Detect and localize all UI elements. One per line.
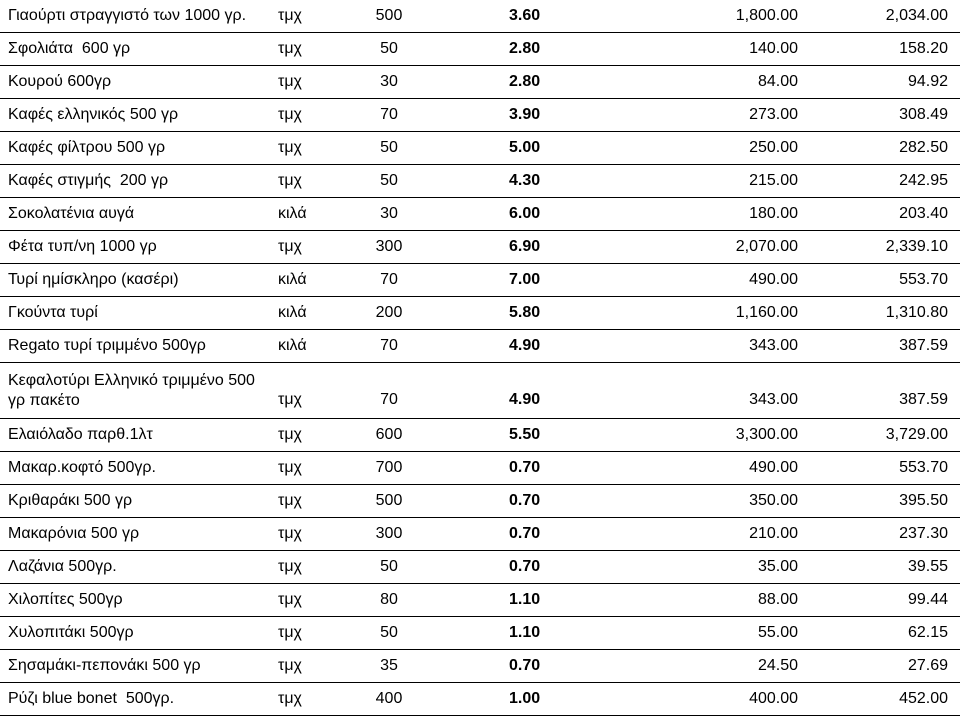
table-row (0, 66, 960, 99)
unit-price-cell: 1.00 (509, 690, 541, 707)
total-cell: 242.95 (899, 172, 948, 189)
unit-cell: τμχ (278, 73, 302, 90)
item-name: Κριθαράκι 500 γρ (8, 492, 133, 509)
unit-cell: κιλά (278, 271, 307, 288)
total-cell: 553.70 (899, 459, 948, 476)
unit-price-cell: 4.90 (509, 337, 541, 354)
unit-price-cell: 0.70 (509, 525, 541, 542)
table-row (0, 419, 960, 452)
unit-cell: τμχ (278, 459, 302, 476)
amount-cell: 88.00 (757, 591, 798, 608)
unit-cell: κιλά (278, 205, 307, 222)
item-name: Regato τυρί τριμμένο 500γρ (8, 337, 206, 354)
total-cell: 94.92 (907, 73, 948, 90)
item-name: Σφολιάτα 600 γρ (8, 40, 131, 57)
table-row (0, 330, 960, 363)
amount-cell: 400.00 (749, 690, 798, 707)
unit-price-cell: 3.90 (509, 106, 541, 123)
amount-cell: 180.00 (749, 205, 798, 222)
unit-cell: τμχ (278, 657, 302, 674)
quantity-cell: 70 (380, 391, 398, 408)
unit-price-cell: 4.90 (509, 391, 541, 408)
unit-cell: τμχ (278, 591, 302, 608)
quantity-cell: 50 (380, 172, 398, 189)
table-row (0, 33, 960, 66)
item-name: Τυρί ημίσκληρο (κασέρι) (8, 271, 179, 288)
table-row (0, 551, 960, 584)
total-cell: 2,339.10 (885, 238, 948, 255)
quantity-cell: 500 (375, 492, 403, 509)
amount-cell: 490.00 (749, 459, 798, 476)
total-cell: 387.59 (899, 337, 948, 354)
table-row (0, 231, 960, 264)
quantity-cell: 500 (375, 7, 403, 24)
unit-cell: τμχ (278, 558, 302, 575)
table-row (0, 297, 960, 330)
item-name: Καφές στιγμής 200 γρ (8, 172, 169, 189)
quantity-cell: 80 (380, 591, 398, 608)
amount-cell: 490.00 (749, 271, 798, 288)
quantity-cell: 50 (380, 139, 398, 156)
total-cell: 158.20 (899, 40, 948, 57)
unit-price-cell: 1.10 (509, 624, 541, 641)
quantity-cell: 30 (380, 73, 398, 90)
table-row (0, 518, 960, 551)
total-cell: 308.49 (899, 106, 948, 123)
table-row (0, 132, 960, 165)
total-cell: 2,034.00 (885, 7, 948, 24)
amount-cell: 84.00 (757, 73, 798, 90)
unit-cell: τμχ (278, 492, 302, 509)
unit-price-cell: 4.30 (509, 172, 541, 189)
item-name: Γιαούρτι στραγγιστό των 1000 γρ. (8, 7, 247, 24)
table-row (0, 617, 960, 650)
quantity-cell: 200 (375, 304, 403, 321)
item-name: Γκούντα τυρί (8, 304, 98, 321)
unit-price-cell: 5.50 (509, 426, 541, 443)
item-name: Χιλοπίτες 500γρ (8, 591, 123, 608)
unit-price-cell: 7.00 (509, 271, 541, 288)
unit-cell: τμχ (278, 40, 302, 57)
unit-cell: τμχ (278, 7, 302, 24)
amount-cell: 250.00 (749, 139, 798, 156)
item-name: Μακαρόνια 500 γρ (8, 525, 140, 542)
total-cell: 452.00 (899, 690, 948, 707)
total-cell: 39.55 (907, 558, 948, 575)
table-row (0, 165, 960, 198)
total-cell: 1,310.80 (885, 304, 948, 321)
unit-price-cell: 6.90 (509, 238, 541, 255)
total-cell: 387.59 (899, 391, 948, 408)
total-cell: 3,729.00 (885, 426, 948, 443)
amount-cell: 343.00 (749, 337, 798, 354)
item-name: Σησαμάκι-πεπονάκι 500 γρ (8, 657, 201, 674)
quantity-cell: 700 (375, 459, 403, 476)
item-name: Καφές ελληνικός 500 γρ (8, 106, 179, 123)
item-name: Φέτα τυπ/νη 1000 γρ (8, 238, 157, 255)
quantity-cell: 70 (380, 271, 398, 288)
amount-cell: 1,800.00 (735, 7, 798, 24)
item-name: Λαζάνια 500γρ. (8, 558, 117, 575)
unit-cell: τμχ (278, 690, 302, 707)
unit-price-cell: 5.80 (509, 304, 541, 321)
table-row (0, 363, 960, 419)
total-cell: 27.69 (907, 657, 948, 674)
unit-price-cell: 0.70 (509, 459, 541, 476)
quantity-cell: 600 (375, 426, 403, 443)
unit-cell: τμχ (278, 238, 302, 255)
total-cell: 282.50 (899, 139, 948, 156)
unit-cell: κιλά (278, 304, 307, 321)
amount-cell: 35.00 (757, 558, 798, 575)
amount-cell: 55.00 (757, 624, 798, 641)
table-row (0, 264, 960, 297)
item-name: Ρύζι blue bonet 500γρ. (8, 690, 175, 707)
table-row (0, 683, 960, 716)
item-name: Καφές φίλτρου 500 γρ (8, 139, 166, 156)
unit-price-cell: 0.70 (509, 558, 541, 575)
total-cell: 553.70 (899, 271, 948, 288)
item-name (8, 363, 274, 418)
table-row (0, 452, 960, 485)
amount-cell: 24.50 (757, 657, 798, 674)
quantity-cell: 50 (380, 624, 398, 641)
quantity-cell: 50 (380, 40, 398, 57)
unit-price-cell: 5.00 (509, 139, 541, 156)
unit-cell: τμχ (278, 172, 302, 189)
unit-cell: τμχ (278, 139, 302, 156)
unit-price-cell: 3.60 (509, 7, 541, 24)
amount-cell: 1,160.00 (735, 304, 798, 321)
unit-cell: τμχ (278, 391, 302, 408)
unit-cell: τμχ (278, 525, 302, 542)
table-row (0, 198, 960, 231)
amount-cell: 140.00 (749, 40, 798, 57)
unit-cell: κιλά (278, 337, 307, 354)
table-row (0, 650, 960, 683)
item-name-line: γρ πακέτο (8, 391, 80, 409)
quantity-cell: 50 (380, 558, 398, 575)
unit-price-cell: 2.80 (509, 40, 541, 57)
quantity-cell: 400 (375, 690, 403, 707)
item-name: Ελαιόλαδο παρθ.1λτ (8, 426, 153, 443)
amount-cell: 3,300.00 (735, 426, 798, 443)
unit-price-cell: 1.10 (509, 591, 541, 608)
table-row (0, 99, 960, 132)
quantity-cell: 70 (380, 337, 398, 354)
item-name: Σοκολατένια αυγά (8, 205, 135, 222)
quantity-cell: 70 (380, 106, 398, 123)
unit-cell: τμχ (278, 106, 302, 123)
table-row (0, 485, 960, 518)
item-name: Χυλοπιτάκι 500γρ (8, 624, 134, 641)
amount-cell: 2,070.00 (735, 238, 798, 255)
total-cell: 99.44 (907, 591, 948, 608)
total-cell: 62.15 (907, 624, 948, 641)
table-row (0, 584, 960, 617)
item-name-line: Κεφαλοτύρι Ελληνικό τριμμένο 500 (8, 371, 255, 389)
amount-cell: 350.00 (749, 492, 798, 509)
unit-cell: τμχ (278, 624, 302, 641)
total-cell: 203.40 (899, 205, 948, 222)
table-row (0, 0, 960, 33)
quantity-cell: 300 (375, 238, 403, 255)
amount-cell: 215.00 (749, 172, 798, 189)
quantity-cell: 30 (380, 205, 398, 222)
amount-cell: 273.00 (749, 106, 798, 123)
unit-price-cell: 0.70 (509, 657, 541, 674)
total-cell: 395.50 (899, 492, 948, 509)
unit-price-cell: 6.00 (509, 205, 541, 222)
amount-cell: 343.00 (749, 391, 798, 408)
unit-cell: τμχ (278, 426, 302, 443)
item-name: Μακαρ.κοφτό 500γρ. (8, 459, 156, 476)
item-name: Κουρού 600γρ (8, 73, 112, 90)
total-cell: 237.30 (899, 525, 948, 542)
quantity-cell: 35 (380, 657, 398, 674)
unit-price-cell: 2.80 (509, 73, 541, 90)
unit-price-cell: 0.70 (509, 492, 541, 509)
amount-cell: 210.00 (749, 525, 798, 542)
quantity-cell: 300 (375, 525, 403, 542)
